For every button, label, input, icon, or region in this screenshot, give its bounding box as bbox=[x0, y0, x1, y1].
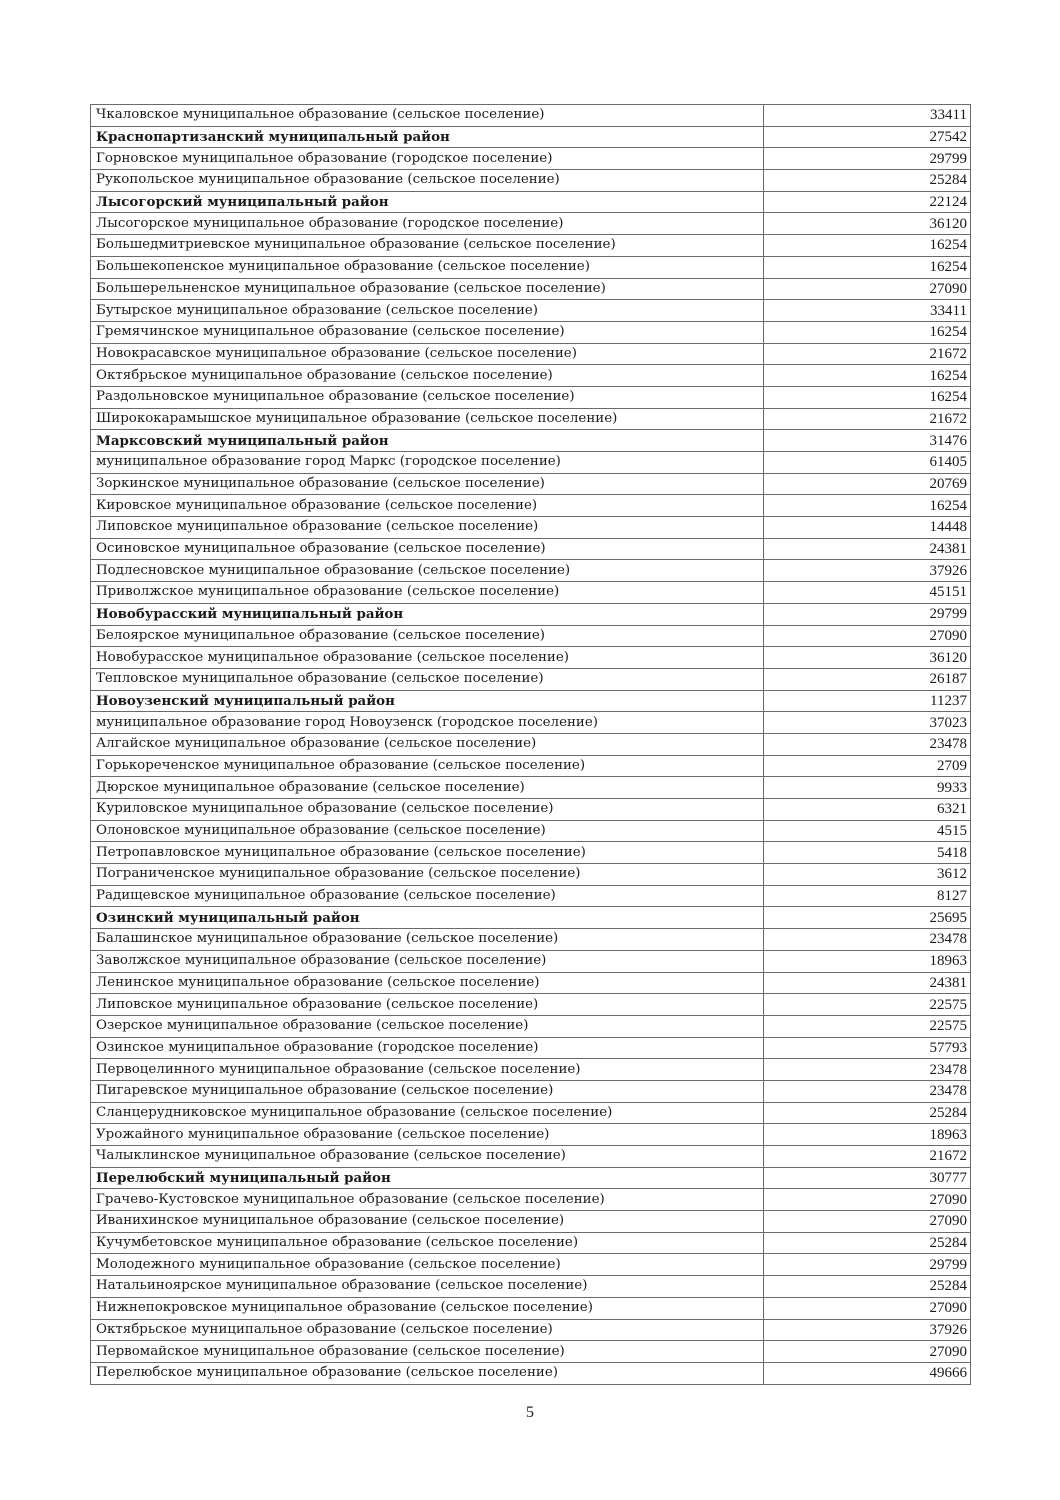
settlement-name-cell: Гремячинское муниципальное образование (сельское поселение) bbox=[91, 321, 764, 343]
value-cell: 29799 bbox=[764, 603, 971, 625]
value-cell: 37023 bbox=[764, 712, 971, 734]
settlement-row bbox=[91, 842, 971, 864]
settlement-row bbox=[91, 300, 971, 322]
settlement-row bbox=[91, 1319, 971, 1341]
value-cell: 26187 bbox=[764, 668, 971, 690]
settlement-name-cell: Подлесновское муниципальное образование (сельское поселение) bbox=[91, 560, 764, 582]
value-cell: 27542 bbox=[764, 126, 971, 148]
value-cell: 21672 bbox=[764, 408, 971, 430]
value-cell: 29799 bbox=[764, 148, 971, 170]
settlement-name-cell: Октябрьское муниципальное образование (сельское поселение) bbox=[91, 1319, 764, 1341]
settlement-row bbox=[91, 1297, 971, 1319]
settlement-row bbox=[91, 1232, 971, 1254]
settlement-name-cell: Натальиноярское муниципальное образование (сельское поселение) bbox=[91, 1276, 764, 1298]
value-cell: 25284 bbox=[764, 1232, 971, 1254]
settlement-row bbox=[91, 582, 971, 604]
settlement-row bbox=[91, 799, 971, 821]
settlement-name-cell: Олоновское муниципальное образование (сельское поселение) bbox=[91, 820, 764, 842]
settlement-row bbox=[91, 1080, 971, 1102]
settlement-name-cell: Кировское муниципальное образование (сельское поселение) bbox=[91, 495, 764, 517]
district-row bbox=[91, 430, 971, 452]
settlement-name-cell: Новокрасавское муниципальное образование (сельское поселение) bbox=[91, 343, 764, 365]
settlement-row bbox=[91, 343, 971, 365]
value-cell: 25284 bbox=[764, 170, 971, 192]
settlement-name-cell: Октябрьское муниципальное образование (сельское поселение) bbox=[91, 365, 764, 387]
value-cell: 3612 bbox=[764, 864, 971, 886]
settlement-name-cell: Приволжское муниципальное образование (сельское поселение) bbox=[91, 582, 764, 604]
value-cell: 36120 bbox=[764, 213, 971, 235]
settlement-row bbox=[91, 213, 971, 235]
value-cell: 11237 bbox=[764, 690, 971, 712]
settlement-row bbox=[91, 365, 971, 387]
value-cell: 16254 bbox=[764, 235, 971, 257]
settlement-name-cell: Грачево-Кустовское муниципальное образование (сельское поселение) bbox=[91, 1189, 764, 1211]
settlement-name-cell: муниципальное образование город Маркс (городское поселение) bbox=[91, 452, 764, 474]
settlement-row bbox=[91, 1254, 971, 1276]
value-cell: 23478 bbox=[764, 733, 971, 755]
value-cell: 25284 bbox=[764, 1276, 971, 1298]
settlement-row bbox=[91, 777, 971, 799]
settlement-row bbox=[91, 929, 971, 951]
district-name-cell: Краснопартизанский муниципальный район bbox=[91, 126, 764, 148]
settlement-name-cell: Горновское муниципальное образование (городское поселение) bbox=[91, 148, 764, 170]
value-cell: 30777 bbox=[764, 1167, 971, 1189]
settlement-row bbox=[91, 1341, 971, 1363]
value-cell: 27090 bbox=[764, 1297, 971, 1319]
value-cell: 6321 bbox=[764, 799, 971, 821]
settlement-name-cell: Сланцерудниковское муниципальное образование (сельское поселение) bbox=[91, 1102, 764, 1124]
settlement-row bbox=[91, 1189, 971, 1211]
settlement-name-cell: Дюрское муниципальное образование (сельское поселение) bbox=[91, 777, 764, 799]
value-cell: 23478 bbox=[764, 929, 971, 951]
settlement-row bbox=[91, 1124, 971, 1146]
settlement-row bbox=[91, 278, 971, 300]
settlement-name-cell: Ленинское муниципальное образование (сельское поселение) bbox=[91, 972, 764, 994]
settlement-row bbox=[91, 972, 971, 994]
value-cell: 16254 bbox=[764, 256, 971, 278]
settlement-name-cell: Осиновское муниципальное образование (сельское поселение) bbox=[91, 538, 764, 560]
value-cell: 23478 bbox=[764, 1059, 971, 1081]
settlement-name-cell: Балашинское муниципальное образование (сельское поселение) bbox=[91, 929, 764, 951]
value-cell: 4515 bbox=[764, 820, 971, 842]
value-cell: 49666 bbox=[764, 1362, 971, 1384]
settlement-name-cell: Пограниченское муниципальное образование (сельское поселение) bbox=[91, 864, 764, 886]
value-cell: 22575 bbox=[764, 1015, 971, 1037]
settlement-row bbox=[91, 235, 971, 257]
district-name-cell: Марксовский муниципальный район bbox=[91, 430, 764, 452]
settlement-row bbox=[91, 885, 971, 907]
settlement-name-cell: Заволжское муниципальное образование (сельское поселение) bbox=[91, 950, 764, 972]
district-row bbox=[91, 126, 971, 148]
settlement-name-cell: Озерское муниципальное образование (сельское поселение) bbox=[91, 1015, 764, 1037]
settlement-name-cell: Бутырское муниципальное образование (сельское поселение) bbox=[91, 300, 764, 322]
value-cell: 31476 bbox=[764, 430, 971, 452]
settlement-row bbox=[91, 647, 971, 669]
district-row bbox=[91, 1167, 971, 1189]
settlement-name-cell: Петропавловское муниципальное образование (сельское поселение) bbox=[91, 842, 764, 864]
value-cell: 61405 bbox=[764, 452, 971, 474]
district-name-cell: Лысогорский муниципальный район bbox=[91, 191, 764, 213]
value-cell: 8127 bbox=[764, 885, 971, 907]
settlement-name-cell: Новобурасское муниципальное образование (сельское поселение) bbox=[91, 647, 764, 669]
settlement-name-cell: муниципальное образование город Новоузенск (городское поселение) bbox=[91, 712, 764, 734]
value-cell: 37926 bbox=[764, 1319, 971, 1341]
settlement-row bbox=[91, 170, 971, 192]
municipal-values-table bbox=[90, 104, 971, 1385]
settlement-row bbox=[91, 1362, 971, 1384]
settlement-name-cell: Горькореченское муниципальное образование (сельское поселение) bbox=[91, 755, 764, 777]
district-row bbox=[91, 603, 971, 625]
settlement-name-cell: Озинское муниципальное образование (городское поселение) bbox=[91, 1037, 764, 1059]
settlement-name-cell: Первоцелинного муниципальное образование (сельское поселение) bbox=[91, 1059, 764, 1081]
settlement-row bbox=[91, 994, 971, 1016]
settlement-row bbox=[91, 733, 971, 755]
district-row bbox=[91, 907, 971, 929]
settlement-row bbox=[91, 256, 971, 278]
settlement-row bbox=[91, 105, 971, 127]
settlement-name-cell: Ширококарамышское муниципальное образование (сельское поселение) bbox=[91, 408, 764, 430]
value-cell: 57793 bbox=[764, 1037, 971, 1059]
value-cell: 27090 bbox=[764, 625, 971, 647]
settlement-row bbox=[91, 473, 971, 495]
settlement-name-cell: Кучумбетовское муниципальное образование (сельское поселение) bbox=[91, 1232, 764, 1254]
settlement-name-cell: Урожайного муниципальное образование (сельское поселение) bbox=[91, 1124, 764, 1146]
settlement-row bbox=[91, 1015, 971, 1037]
settlement-name-cell: Иванихинское муниципальное образование (сельское поселение) bbox=[91, 1211, 764, 1233]
settlement-row bbox=[91, 408, 971, 430]
settlement-name-cell: Тепловское муниципальное образование (сельское поселение) bbox=[91, 668, 764, 690]
settlement-row bbox=[91, 1276, 971, 1298]
settlement-row bbox=[91, 560, 971, 582]
value-cell: 36120 bbox=[764, 647, 971, 669]
settlement-name-cell: Молодежного муниципальное образование (сельское поселение) bbox=[91, 1254, 764, 1276]
settlement-name-cell: Липовское муниципальное образование (сельское поселение) bbox=[91, 517, 764, 539]
value-cell: 21672 bbox=[764, 1146, 971, 1168]
value-cell: 16254 bbox=[764, 386, 971, 408]
value-cell: 22124 bbox=[764, 191, 971, 213]
settlement-row bbox=[91, 1211, 971, 1233]
settlement-row bbox=[91, 950, 971, 972]
settlement-name-cell: Чкаловское муниципальное образование (сельское поселение) bbox=[91, 105, 764, 127]
settlement-name-cell: Пигаревское муниципальное образование (сельское поселение) bbox=[91, 1080, 764, 1102]
settlement-row bbox=[91, 452, 971, 474]
settlement-row bbox=[91, 1037, 971, 1059]
settlement-row bbox=[91, 1102, 971, 1124]
value-cell: 27090 bbox=[764, 1341, 971, 1363]
settlement-row bbox=[91, 1059, 971, 1081]
value-cell: 27090 bbox=[764, 278, 971, 300]
value-cell: 27090 bbox=[764, 1211, 971, 1233]
value-cell: 16254 bbox=[764, 321, 971, 343]
settlement-name-cell: Радищевское муниципальное образование (сельское поселение) bbox=[91, 885, 764, 907]
value-cell: 18963 bbox=[764, 950, 971, 972]
district-name-cell: Новоузенский муниципальный район bbox=[91, 690, 764, 712]
value-cell: 23478 bbox=[764, 1080, 971, 1102]
district-name-cell: Озинский муниципальный район bbox=[91, 907, 764, 929]
value-cell: 27090 bbox=[764, 1189, 971, 1211]
district-name-cell: Новобурасский муниципальный район bbox=[91, 603, 764, 625]
settlement-name-cell: Перелюбское муниципальное образование (сельское поселение) bbox=[91, 1362, 764, 1384]
value-cell: 21672 bbox=[764, 343, 971, 365]
value-cell: 16254 bbox=[764, 495, 971, 517]
page-number: 5 bbox=[526, 1404, 534, 1421]
settlement-row bbox=[91, 625, 971, 647]
settlement-name-cell: Куриловское муниципальное образование (сельское поселение) bbox=[91, 799, 764, 821]
settlement-row bbox=[91, 386, 971, 408]
value-cell: 20769 bbox=[764, 473, 971, 495]
table-body bbox=[91, 105, 971, 1385]
value-cell: 5418 bbox=[764, 842, 971, 864]
value-cell: 24381 bbox=[764, 972, 971, 994]
value-cell: 25695 bbox=[764, 907, 971, 929]
settlement-name-cell: Большедмитриевское муниципальное образование (сельское поселение) bbox=[91, 235, 764, 257]
settlement-row bbox=[91, 820, 971, 842]
settlement-row bbox=[91, 712, 971, 734]
settlement-name-cell: Нижнепокровское муниципальное образование (сельское поселение) bbox=[91, 1297, 764, 1319]
settlement-row bbox=[91, 148, 971, 170]
settlement-row bbox=[91, 864, 971, 886]
value-cell: 25284 bbox=[764, 1102, 971, 1124]
settlement-name-cell: Алгайское муниципальное образование (сельское поселение) bbox=[91, 733, 764, 755]
settlement-name-cell: Первомайское муниципальное образование (сельское поселение) bbox=[91, 1341, 764, 1363]
district-row bbox=[91, 690, 971, 712]
settlement-row bbox=[91, 517, 971, 539]
value-cell: 14448 bbox=[764, 517, 971, 539]
settlement-name-cell: Лысогорское муниципальное образование (городское поселение) bbox=[91, 213, 764, 235]
settlement-name-cell: Зоркинское муниципальное образование (сельское поселение) bbox=[91, 473, 764, 495]
settlement-name-cell: Большерельненское муниципальное образование (сельское поселение) bbox=[91, 278, 764, 300]
value-cell: 18963 bbox=[764, 1124, 971, 1146]
settlement-row bbox=[91, 1146, 971, 1168]
settlement-row bbox=[91, 668, 971, 690]
settlement-name-cell: Раздольновское муниципальное образование (сельское поселение) bbox=[91, 386, 764, 408]
settlement-row bbox=[91, 495, 971, 517]
settlement-name-cell: Рукопольское муниципальное образование (сельское поселение) bbox=[91, 170, 764, 192]
value-cell: 37926 bbox=[764, 560, 971, 582]
value-cell: 16254 bbox=[764, 365, 971, 387]
settlement-row bbox=[91, 538, 971, 560]
value-cell: 24381 bbox=[764, 538, 971, 560]
value-cell: 2709 bbox=[764, 755, 971, 777]
value-cell: 33411 bbox=[764, 105, 971, 127]
value-cell: 29799 bbox=[764, 1254, 971, 1276]
value-cell: 45151 bbox=[764, 582, 971, 604]
settlement-row bbox=[91, 755, 971, 777]
settlement-name-cell: Большекопенское муниципальное образование (сельское поселение) bbox=[91, 256, 764, 278]
district-row bbox=[91, 191, 971, 213]
settlement-row bbox=[91, 321, 971, 343]
value-cell: 22575 bbox=[764, 994, 971, 1016]
district-name-cell: Перелюбский муниципальный район bbox=[91, 1167, 764, 1189]
settlement-name-cell: Чалыклинское муниципальное образование (сельское поселение) bbox=[91, 1146, 764, 1168]
value-cell: 33411 bbox=[764, 300, 971, 322]
value-cell: 9933 bbox=[764, 777, 971, 799]
settlement-name-cell: Белоярское муниципальное образование (сельское поселение) bbox=[91, 625, 764, 647]
settlement-name-cell: Липовское муниципальное образование (сельское поселение) bbox=[91, 994, 764, 1016]
